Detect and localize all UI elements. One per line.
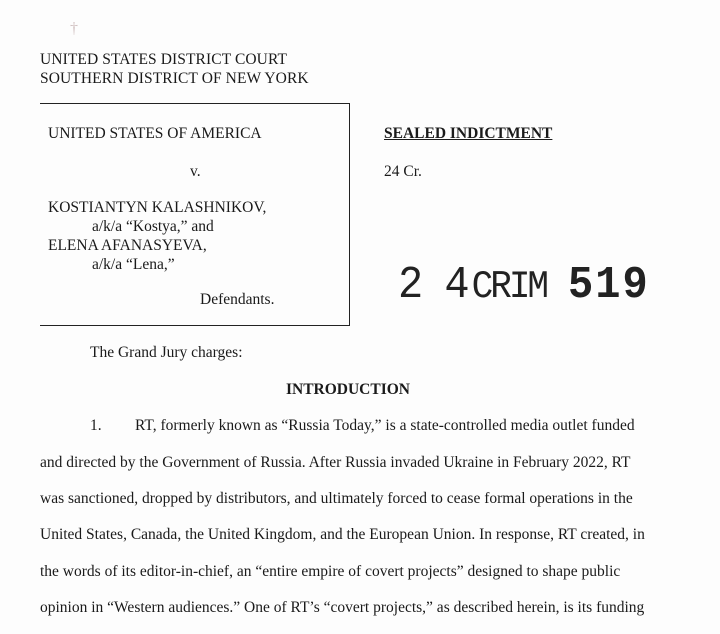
case-number-stamp bbox=[398, 256, 650, 316]
defendant-1-alias: a/k/a “Kostya,” and bbox=[92, 218, 214, 235]
plaintiff-name: UNITED STATES OF AMERICA bbox=[48, 125, 262, 142]
introduction-heading: INTRODUCTION bbox=[285, 381, 410, 398]
body-line: United States, Canada, the United Kingdom, and the European Union. In response, RT created, in bbox=[40, 526, 645, 543]
body-line: opinion in “Western audiences.” One of RT’s “covert projects,” as described herein, is its funding bbox=[40, 599, 645, 616]
stamp-number: 519 bbox=[568, 259, 650, 312]
defendant-2-name: ELENA AFANASYEVA, bbox=[48, 237, 207, 254]
defendants-label: Defendants. bbox=[200, 291, 275, 308]
court-header bbox=[40, 50, 309, 88]
body-line: and directed by the Government of Russia. After Russia invaded Ukraine in February 2022, RT bbox=[40, 454, 631, 471]
stamp-year: 2 4 bbox=[398, 259, 468, 312]
versus-label: v. bbox=[190, 163, 201, 180]
caption-top-rule bbox=[40, 103, 350, 104]
body-line: was sanctioned, dropped by distributors, and ultimately forced to cease formal operations in the bbox=[40, 490, 633, 507]
caption-bottom-rule bbox=[40, 325, 350, 326]
court-district: SOUTHERN DISTRICT OF NEW YORK bbox=[40, 70, 309, 87]
stamp-crim: CRIM bbox=[471, 264, 547, 309]
document-title: SEALED INDICTMENT bbox=[384, 125, 553, 142]
court-name: UNITED STATES DISTRICT COURT bbox=[40, 51, 288, 68]
caption-right-rule bbox=[349, 103, 350, 325]
section-heading bbox=[0, 380, 720, 399]
paragraph-number: 1. bbox=[90, 417, 102, 434]
body-line: the words of its editor-in-chief, an “entire empire of covert projects” designed to shape public bbox=[40, 563, 621, 580]
scan-artifact-icon: † bbox=[70, 20, 78, 37]
defendant-1-name: KOSTIANTYN KALASHNIKOV, bbox=[48, 199, 267, 216]
grand-jury-charges: The Grand Jury charges: bbox=[90, 344, 243, 361]
defendant-2-alias: a/k/a “Lena,” bbox=[92, 256, 175, 273]
docket-prefix: 24 Cr. bbox=[384, 163, 422, 180]
body-line: RT, formerly known as “Russia Today,” is a state-controlled media outlet funded bbox=[135, 417, 635, 434]
